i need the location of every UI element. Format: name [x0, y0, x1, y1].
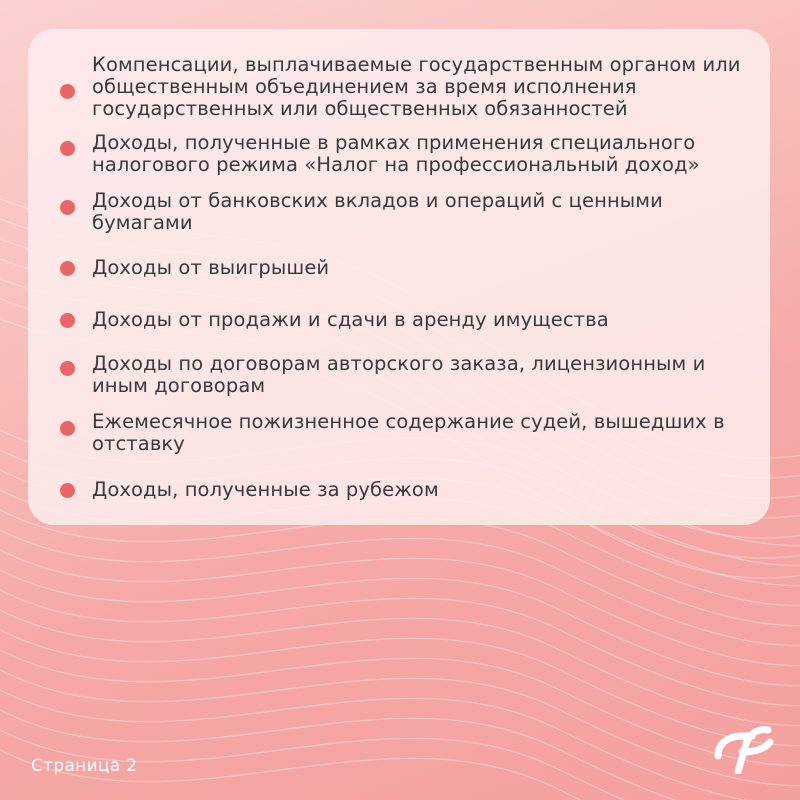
- list-item-text: Доходы, полученные в рамках применения специального налогового режима «Налог на профессиональный доход»: [92, 131, 700, 176]
- bullet-icon: [60, 483, 75, 498]
- list-item-text: Ежемесячное пожизненное содержание судей, вышедших в отставку: [92, 410, 725, 455]
- sfr-logo-icon: [712, 718, 776, 774]
- bullet-icon: [60, 200, 75, 215]
- bullet-icon: [60, 84, 75, 99]
- list-item-text: Доходы от банковских вкладов и операций с ценными бумагами: [92, 189, 663, 234]
- bullet-icon: [60, 313, 75, 328]
- list-item-text: Доходы, полученные за рубежом: [92, 478, 439, 501]
- page-label: Страница 2: [31, 756, 138, 776]
- bullet-icon: [60, 421, 75, 436]
- list-item-text: Компенсации, выплачиваемые государственным органом или общественным объединением за время исполнения государственных или общественных обязанностей: [92, 53, 741, 120]
- bullet-icon: [60, 261, 75, 276]
- bullet-icon: [60, 141, 75, 156]
- bullet-icon: [60, 361, 75, 376]
- list-item-text: Доходы от продажи и сдачи в аренду имущества: [92, 308, 609, 331]
- content-card: [28, 29, 770, 525]
- list-item-text: Доходы по договорам авторского заказа, лицензионным и иным договорам: [92, 352, 706, 397]
- list-item-text: Доходы от выигрышей: [92, 256, 330, 279]
